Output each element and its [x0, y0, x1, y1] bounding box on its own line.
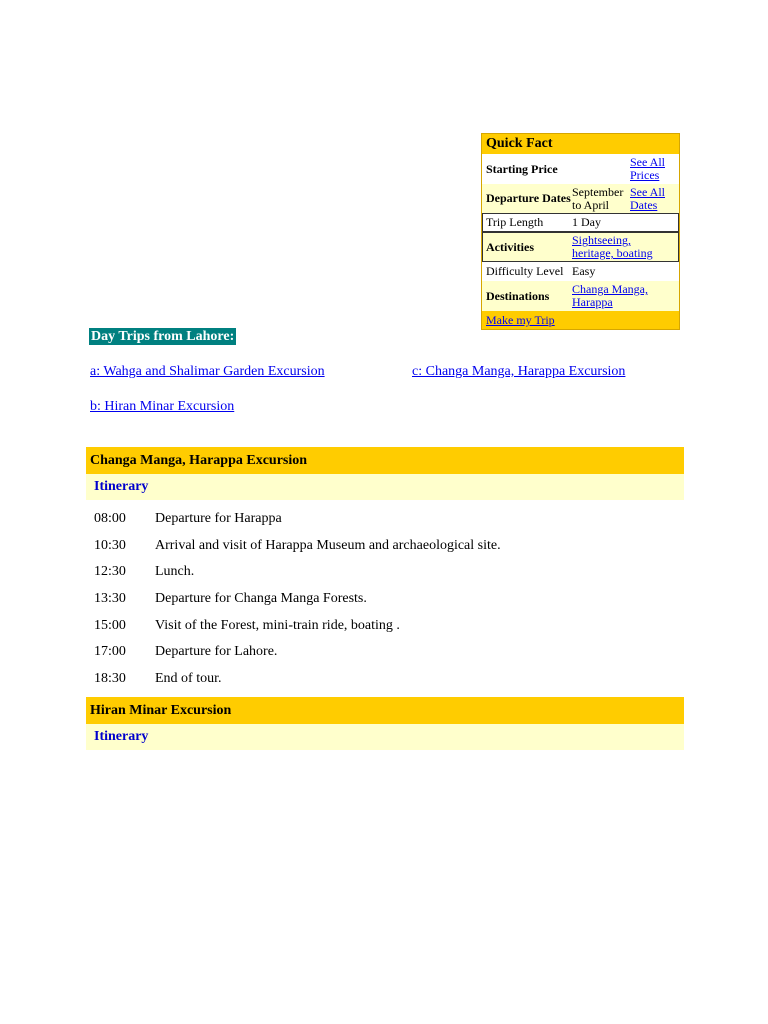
- destinations-link[interactable]: Changa Manga, Harappa: [572, 282, 648, 309]
- schedule-row: [94, 666, 501, 693]
- schedule-row: [94, 533, 501, 560]
- schedule-activity: End of tour.: [155, 671, 222, 687]
- schedule-time: 08:00: [94, 511, 126, 526]
- quick-fact-row-trip-length: [482, 213, 679, 232]
- see-all-dates-link[interactable]: See All Dates: [630, 184, 665, 212]
- schedule-row: [94, 613, 501, 640]
- schedule-time: 10:30: [94, 537, 126, 553]
- see-all-prices-link[interactable]: See All Prices: [630, 155, 665, 182]
- quick-fact-label: Trip Length: [486, 215, 544, 229]
- schedule-row: [94, 506, 501, 533]
- quick-fact-row-difficulty: [482, 262, 679, 281]
- schedule-activity: Visit of the Forest, mini-train ride, boating .: [155, 617, 400, 633]
- quick-fact-label: Destinations: [486, 288, 550, 303]
- excursion-title: Changa Manga, Harappa Excursion: [86, 447, 684, 474]
- quick-fact-label: Departure Dates: [486, 191, 571, 205]
- schedule-activity: Lunch.: [155, 564, 195, 580]
- quick-fact-label: Starting Price: [486, 161, 558, 176]
- hiran-minar-link[interactable]: b: Hiran Minar Excursion: [90, 399, 235, 414]
- activities-link[interactable]: Sightseeing, heritage, boating: [572, 233, 653, 260]
- make-my-trip-link[interactable]: Make my Trip: [486, 313, 555, 327]
- schedule-row: [94, 559, 501, 586]
- schedule-activity: Departure for Changa Manga Forests.: [155, 591, 367, 607]
- schedule-activity: Arrival and visit of Harappa Museum and archaeological site.: [155, 537, 501, 553]
- changa-manga-harappa-link[interactable]: c: Changa Manga, Harappa Excursion: [412, 364, 626, 379]
- quick-fact-title: Quick Fact: [482, 134, 679, 154]
- quick-fact-row-starting-price: [482, 154, 679, 184]
- itinerary-label: Itinerary: [86, 474, 684, 500]
- schedule-time: 18:30: [94, 671, 126, 687]
- schedule-time: 12:30: [94, 564, 126, 580]
- quick-fact-label: Activities: [486, 239, 534, 254]
- quick-fact-value: 1 Day: [572, 215, 601, 229]
- schedule-row: [94, 586, 501, 613]
- quick-fact-row-destinations: [482, 281, 679, 311]
- quick-fact-box: [481, 133, 680, 330]
- excursion-title: Hiran Minar Excursion: [86, 697, 684, 724]
- quick-fact-row-departure-dates: [482, 184, 679, 213]
- schedule-time: 17:00: [94, 644, 126, 660]
- schedule-activity: Departure for Harappa: [155, 511, 282, 526]
- schedule-time: 15:00: [94, 617, 126, 633]
- wahga-shalimar-link[interactable]: a: Wahga and Shalimar Garden Excursion: [90, 364, 325, 379]
- quick-fact-label: Difficulty Level: [486, 264, 564, 278]
- schedule-row: [94, 639, 501, 666]
- schedule-list: [94, 506, 501, 693]
- quick-fact-value: Easy: [572, 264, 596, 278]
- quick-fact-footer: [482, 311, 679, 329]
- quick-fact-value: September to April: [572, 184, 624, 212]
- day-trips-heading: Day Trips from Lahore:: [91, 329, 235, 344]
- schedule-activity: Departure for Lahore.: [155, 644, 278, 660]
- schedule-time: 13:30: [94, 591, 126, 607]
- itinerary-label: Itinerary: [86, 724, 684, 750]
- quick-fact-row-activities: [482, 232, 679, 262]
